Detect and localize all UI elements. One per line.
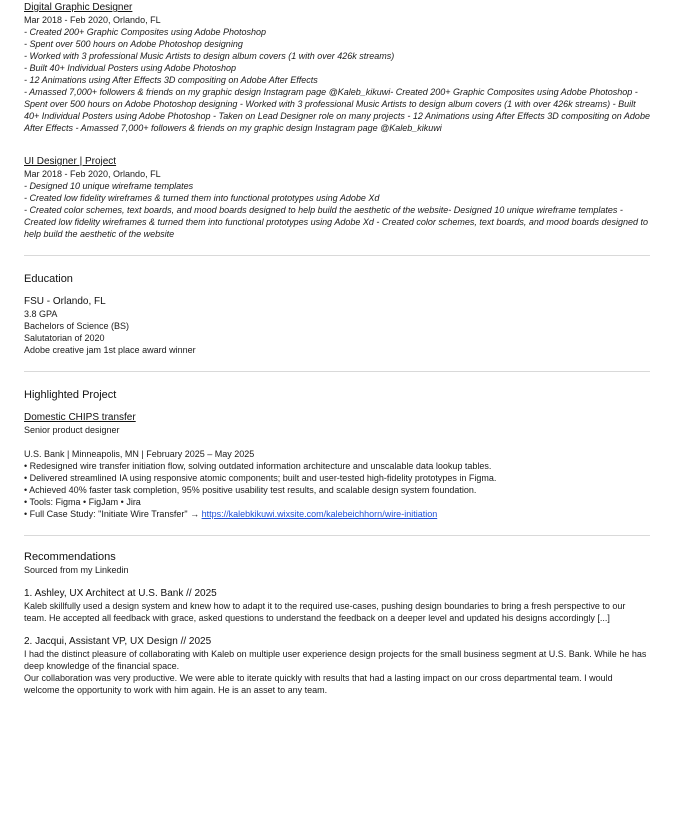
job-ui-designer — [24, 156, 650, 240]
job-bullet: - Created color schemes, text boards, and mood boards designed to help build the aesthetic of the website- Designed 10 unique wireframe templates - Created low fidelity wireframes & turned them into functional prototypes using Adobe Xd - Created color schemes, text boards, and mood boards designed to help build the aesthetic of the website — [24, 205, 649, 239]
project-heading: Highlighted Project — [24, 389, 117, 401]
highlighted-project-section — [24, 388, 650, 520]
recommendations-heading: Recommendations — [24, 551, 116, 563]
recommendations-section — [24, 550, 650, 696]
job-title: UI Designer | Project — [24, 156, 117, 167]
recommendation-body: I had the distinct pleasure of collaborating with Kaleb on multiple user experience design projects for the small business segment at U.S. Bank. While he has deep knowledge of the financial space. — [24, 649, 647, 671]
project-title: Domestic CHIPS transfer — [24, 412, 136, 423]
job-bullet: - Spent over 500 hours on Adobe Photoshop designing — [24, 39, 243, 49]
project-role: Senior product designer — [24, 425, 120, 435]
education-line: 3.8 GPA — [24, 309, 58, 319]
recommendation-item — [24, 636, 650, 696]
job-bullet: - Built 40+ Individual Posters using Adobe Photoshop — [24, 63, 237, 73]
case-study-link[interactable]: https://kalebkikuwi.wixsite.com/kalebeichhorn/wire-initiation — [201, 509, 438, 519]
recommendation-title: 1. Ashley, UX Architect at U.S. Bank // 2025 — [24, 588, 217, 599]
recommendations-subheading: Sourced from my Linkedin — [24, 565, 129, 575]
job-bullet: - 12 Animations using After Effects 3D compositing on Adobe After Effects — [24, 75, 318, 85]
education-line: Adobe creative jam 1st place award winner — [24, 345, 196, 355]
education-institution: FSU - Orlando, FL — [24, 296, 106, 307]
recommendation-body: Kaleb skillfully used a design system and knew how to adapt it to the required use-cases, pushing design boundaries to bring a fresh perspective to our team. He accepted all feedback with grace, asked questions to understand the feedback on a deeper level and updated his designs accordingly [...] — [24, 601, 626, 623]
case-study-prefix: • Full Case Study: "Initiate Wire Transfer" → — [24, 509, 202, 519]
education-line: Salutatorian of 2020 — [24, 333, 105, 343]
job-bullet: - Created 200+ Graphic Composites using Adobe Photoshop — [24, 27, 267, 37]
job-title: Digital Graphic Designer — [24, 2, 133, 13]
job-meta: Mar 2018 - Feb 2020, Orlando, FL — [24, 169, 161, 179]
job-bullet: - Worked with 3 professional Music Artists to design album covers (1 with over 426k streams) — [24, 51, 395, 61]
recommendation-item — [24, 588, 650, 624]
job-bullet: - Created low fidelity wireframes & turned them into functional prototypes using Adobe Xd — [24, 193, 380, 203]
project-bullet: • Achieved 40% faster task completion, 95% positive usability test results, and scalable design system foundation. — [24, 485, 477, 495]
recommendation-title: 2. Jacqui, Assistant VP, UX Design // 2025 — [24, 636, 212, 647]
project-meta: U.S. Bank | Minneapolis, MN | February 2025 – May 2025 — [24, 449, 255, 459]
project-bullet: • Tools: Figma • FigJam • Jira — [24, 497, 141, 507]
job-bullet: - Designed 10 unique wireframe templates — [24, 181, 194, 191]
job-digital-graphic-designer — [24, 2, 650, 134]
recommendation-body: Our collaboration was very productive. We were able to iterate quickly with results that had a lasting impact on our cross departmental team. I would welcome the opportunity to work with him again. He is an asset to any team. — [24, 673, 613, 695]
project-case-study — [24, 508, 650, 520]
education-line: Bachelors of Science (BS) — [24, 321, 130, 331]
job-meta: Mar 2018 - Feb 2020, Orlando, FL — [24, 15, 161, 25]
project-bullet: • Redesigned wire transfer initiation flow, solving outdated information architecture and unscalable data lookup tables. — [24, 461, 492, 471]
project-bullet: • Delivered streamlined IA using responsive atomic components; built and user-tested high-fidelity prototypes in Figma. — [24, 473, 497, 483]
education-heading: Education — [24, 273, 73, 285]
education-section — [24, 272, 650, 356]
job-bullet: - Amassed 7,000+ followers & friends on my graphic design Instagram page @Kaleb_kikuwi- Created 200+ Graphic Composites using Adobe Photoshop - Spent over 500 hours on Adobe Photoshop designing - Worked with 3 professional Music Artists to design album covers (1 with over 426k streams) - Built 40+ Individual Posters using Adobe Photoshop - Taken on Lead Designer role on many projects - 12 Animations using After Effects 3D compositing on Adobe After Effects - Amassed 7,000+ followers & friends on my graphic design Instagram page @Kaleb_kikuwi — [24, 87, 650, 133]
